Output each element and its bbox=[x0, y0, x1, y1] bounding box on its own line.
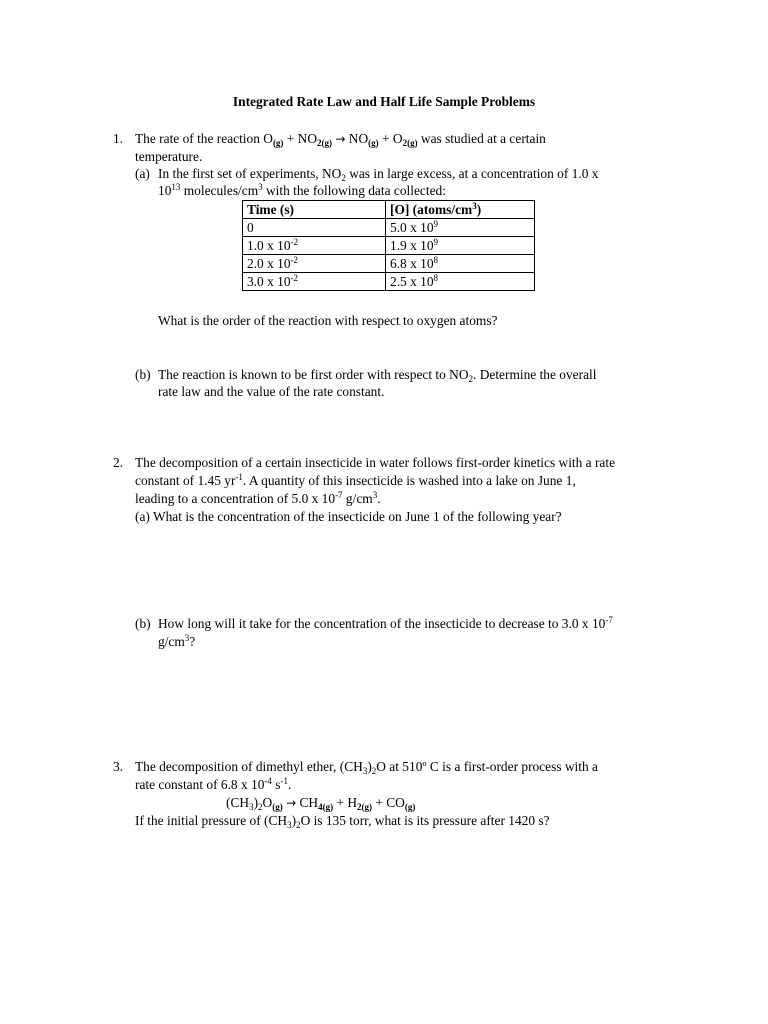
q1-text: + O bbox=[378, 131, 403, 146]
q2-text: . bbox=[377, 491, 381, 506]
table-row bbox=[243, 237, 535, 255]
q2a-question: (a) What is the concentration of the insecticide on June 1 of the following year? bbox=[135, 509, 562, 524]
q1a-sup: 3 bbox=[258, 182, 263, 192]
table-row bbox=[243, 255, 535, 273]
q2b-sup: 3 bbox=[184, 633, 190, 643]
q2-line1: The decomposition of a certain insecticide in water follows first-order kinetics with a rate bbox=[135, 455, 616, 470]
q2-sup: 3 bbox=[372, 490, 378, 500]
q3-eq-sub: (g) bbox=[404, 802, 416, 812]
q3-text: O is 135 torr, what is its pressure after 1420 s? bbox=[300, 813, 550, 828]
cell-text: 6.8 x 10 bbox=[390, 256, 434, 271]
cell-text: 3.0 x 10 bbox=[247, 274, 291, 289]
q2-sup: -1 bbox=[235, 472, 243, 482]
q1-sub: (g) bbox=[272, 138, 284, 148]
cell-text: 2.0 x 10 bbox=[247, 256, 291, 271]
table-cell-conc bbox=[386, 273, 535, 291]
cell-text: 1.0 x 10 bbox=[247, 238, 291, 253]
cell-text: 0 bbox=[247, 220, 254, 235]
table-cell-time bbox=[243, 255, 386, 273]
q1-text: was studied at a certain bbox=[417, 131, 546, 146]
q3-eq-sub: (g) bbox=[272, 802, 283, 812]
q3-text: rate constant of 6.8 x 10 bbox=[135, 777, 265, 792]
table-cell-conc bbox=[386, 237, 535, 255]
q3-eq-sub: 3 bbox=[249, 802, 254, 812]
q3-eq-text: O bbox=[262, 795, 273, 810]
q1a-sup: 13 bbox=[171, 182, 181, 192]
q1b-line2: rate law and the value of the rate constant. bbox=[158, 384, 385, 399]
q1a-text: molecules/cm bbox=[180, 183, 259, 198]
q1-intro-line1 bbox=[135, 130, 546, 149]
q3-line1 bbox=[135, 758, 598, 776]
q3-text: . bbox=[287, 777, 292, 792]
q1b-label: (b) bbox=[135, 367, 151, 382]
q3-text: ) bbox=[367, 759, 372, 774]
q3-eq-sub: 2(g) bbox=[357, 802, 372, 812]
q2-text: . A quantity of this insecticide is washed into a lake on June 1, bbox=[242, 473, 576, 488]
q3-sup: -1 bbox=[280, 776, 288, 786]
q1a-line1 bbox=[158, 165, 598, 183]
q2-line2 bbox=[135, 472, 576, 490]
table-cell-time bbox=[243, 237, 386, 255]
q1b-text: The reaction is known to be first order with respect to NO bbox=[158, 367, 469, 382]
q1a-line2 bbox=[158, 182, 446, 200]
page-title: Integrated Rate Law and Half Life Sample Problems bbox=[232, 94, 536, 109]
cell-sup: 8 bbox=[433, 255, 439, 265]
q2b-line2 bbox=[158, 633, 195, 651]
q3-line3 bbox=[135, 812, 550, 830]
q1-sub: (g) bbox=[368, 138, 379, 148]
q2b-text: How long will it take for the concentration of the insecticide to decrease to 3.0 x 10 bbox=[158, 616, 606, 631]
q2b-sup: -7 bbox=[605, 615, 613, 625]
q3-text: s bbox=[271, 777, 281, 792]
q3-eq-sub: 2 bbox=[258, 802, 263, 812]
table-header-text: [O] (atoms/cm bbox=[390, 202, 473, 217]
reaction-arrow-icon: → bbox=[335, 132, 346, 146]
q1-text: + NO bbox=[283, 131, 318, 146]
q3-sup: -4 bbox=[264, 776, 272, 786]
q3-sub: 2 bbox=[296, 820, 301, 830]
q2b-text: ? bbox=[189, 634, 196, 649]
q1a-text: with the following data collected: bbox=[262, 183, 446, 198]
table-cell-time bbox=[243, 273, 386, 291]
q1a-sub: 2 bbox=[341, 173, 346, 183]
cell-sup: 9 bbox=[433, 219, 439, 229]
q3-sub: 3 bbox=[362, 766, 368, 776]
q1-text: The rate of the reaction O bbox=[135, 131, 273, 146]
table-row bbox=[243, 219, 535, 237]
table-header-conc bbox=[386, 201, 535, 219]
cell-sup: 8 bbox=[433, 273, 439, 283]
q3-text: ) bbox=[291, 813, 297, 828]
q2-sup: -7 bbox=[335, 490, 343, 500]
q2-number: 2. bbox=[113, 455, 124, 470]
q3-text: O at 510º C is a first-order process with a bbox=[376, 759, 598, 774]
q3-eq-text: ) bbox=[253, 795, 259, 810]
q1a-question: What is the order of the reaction with respect to oxygen atoms? bbox=[158, 313, 498, 328]
q3-text: The decomposition of dimethyl ether, (CH bbox=[135, 759, 363, 774]
cell-text: 2.5 x 10 bbox=[390, 274, 434, 289]
q2-text: constant of 1.45 yr bbox=[135, 473, 236, 488]
q1-intro-line2: temperature. bbox=[135, 149, 203, 164]
q1b-line1 bbox=[158, 366, 596, 384]
q2b-text: g/cm bbox=[158, 634, 185, 649]
q3-line2 bbox=[135, 776, 291, 794]
q1-text: NO bbox=[345, 131, 369, 146]
q2b-line1 bbox=[158, 615, 613, 633]
table-header-time: Time (s) bbox=[243, 201, 386, 219]
data-table bbox=[242, 200, 535, 291]
table-header-sup: 3 bbox=[472, 201, 477, 211]
q2b-label: (b) bbox=[135, 616, 151, 631]
cell-sup: -2 bbox=[290, 237, 299, 247]
table-cell-conc bbox=[386, 219, 535, 237]
q3-sub: 2 bbox=[371, 766, 377, 776]
q2-text: g/cm bbox=[342, 491, 373, 506]
q1-number: 1. bbox=[113, 131, 124, 146]
q2-text: leading to a concentration of 5.0 x 10 bbox=[135, 491, 336, 506]
table-cell-conc bbox=[386, 255, 535, 273]
cell-sup: 9 bbox=[433, 237, 439, 247]
q1a-label: (a) bbox=[135, 166, 150, 181]
table-row bbox=[243, 273, 535, 291]
q3-sub: 3 bbox=[287, 820, 292, 830]
q1-sub: 2(g) bbox=[402, 138, 418, 148]
table-header-text: ) bbox=[476, 202, 482, 217]
reaction-arrow-icon: → bbox=[286, 796, 297, 810]
q1b-sub: 2 bbox=[468, 374, 474, 384]
q1a-text: 10 bbox=[158, 183, 172, 198]
q1a-text: In the first set of experiments, NO bbox=[158, 166, 342, 181]
q3-number: 3. bbox=[113, 759, 124, 774]
cell-text: 1.9 x 10 bbox=[390, 238, 434, 253]
q3-eq-text: CH bbox=[296, 795, 319, 810]
q3-eq-text: + CO bbox=[372, 795, 405, 810]
table-cell-time bbox=[243, 219, 386, 237]
q3-eq-sub: 4(g) bbox=[318, 802, 334, 812]
q1b-text: . Determine the overall bbox=[473, 367, 597, 382]
q3-eq-text: + H bbox=[333, 795, 357, 810]
q3-equation bbox=[226, 794, 415, 813]
q2-line3 bbox=[135, 490, 381, 508]
cell-sup: -2 bbox=[290, 273, 299, 283]
q1a-text: was in large excess, at a concentration of 1.0 x bbox=[345, 166, 599, 181]
q3-text: If the initial pressure of (CH bbox=[135, 813, 288, 828]
cell-text: 5.0 x 10 bbox=[390, 220, 434, 235]
table-header-row bbox=[243, 201, 535, 219]
q3-eq-text: (CH bbox=[226, 795, 250, 810]
cell-sup: -2 bbox=[290, 255, 299, 265]
q1-sub: 2(g) bbox=[317, 138, 333, 148]
